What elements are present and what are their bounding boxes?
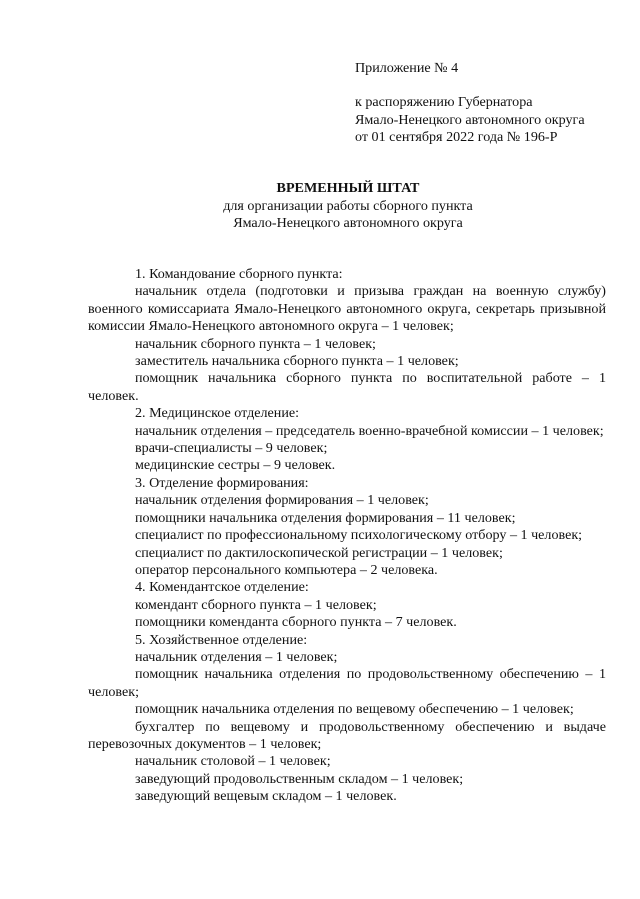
list-item: оператор персонального компьютера – 2 человека. <box>135 561 438 578</box>
document-subtitle: для организации работы сборного пункта <box>223 198 473 214</box>
appendix-reference: к распоряжению Губернатора <box>355 94 533 111</box>
list-item: комендант сборного пункта – 1 человек; <box>135 596 377 613</box>
list-item: специалист по дактилоскопической регистрации – 1 человек; <box>135 544 503 561</box>
list-item: начальник отделения формирования – 1 человек; <box>135 492 429 509</box>
document-subtitle-region: Ямало-Ненецкого автономного округа <box>233 215 463 232</box>
list-item: заведующий вещевым складом – 1 человек. <box>135 788 397 805</box>
appendix-header <box>355 60 625 147</box>
appendix-region: Ямало-Ненецкого автономного округа <box>355 111 585 128</box>
appendix-number: Приложение № 4 <box>355 60 459 76</box>
list-item: помощники начальника отделения формирования – 11 человек; <box>135 509 516 526</box>
list-item: начальник сборного пункта – 1 человек; <box>135 335 376 352</box>
section-heading: 2. Медицинское отделение: <box>135 405 300 422</box>
list-item: помощник начальника отделения по вещевому обеспечению – 1 человек; <box>135 701 574 718</box>
section-heading: 4. Комендантское отделение: <box>135 579 309 596</box>
document-body <box>88 266 606 806</box>
list-item: начальник отделения – 1 человек; <box>135 648 338 665</box>
document-title-block <box>88 180 608 233</box>
list-item: специалист по профессиональному психологическому отбору – 1 человек; <box>135 527 583 544</box>
list-item: заместитель начальника сборного пункта – 1 человек; <box>135 353 459 370</box>
section-heading: 1. Командование сборного пункта: <box>135 266 343 282</box>
list-item: начальник отдела (подготовки и призыва граждан на военную службу) военного комиссариата Ямало-Ненецкого автономного округа, секретарь призывной комиссии Ямало-Ненецкого автономного округа – 1 человек; <box>88 283 606 335</box>
list-item: бухгалтер по вещевому и продовольственному обеспечению и выдаче перевозочных документов – 1 человек; <box>88 718 606 752</box>
appendix-date: от 01 сентября 2022 года № 196-Р <box>355 129 558 146</box>
list-item: помощники коменданта сборного пункта – 7 человек. <box>135 614 457 631</box>
appendix-gap <box>355 77 625 94</box>
section-heading: 3. Отделение формирования: <box>135 474 309 491</box>
list-item: помощник начальника сборного пункта по воспитательной работе – 1 человек. <box>88 370 606 404</box>
list-item: врачи-специалисты – 9 человек; <box>135 440 328 457</box>
list-item: начальник столовой – 1 человек; <box>135 753 331 770</box>
list-item: помощник начальника отделения по продовольственному обеспечению – 1 человек; <box>88 666 606 700</box>
list-item: заведующий продовольственным складом – 1 человек; <box>135 770 464 787</box>
section-heading: 5. Хозяйственное отделение: <box>135 631 308 648</box>
list-item: начальник отделения – председатель военно-врачебной комиссии – 1 человек; <box>135 422 604 439</box>
document-title: ВРЕМЕННЫЙ ШТАТ <box>276 180 420 196</box>
list-item: медицинские сестры – 9 человек. <box>135 457 336 474</box>
